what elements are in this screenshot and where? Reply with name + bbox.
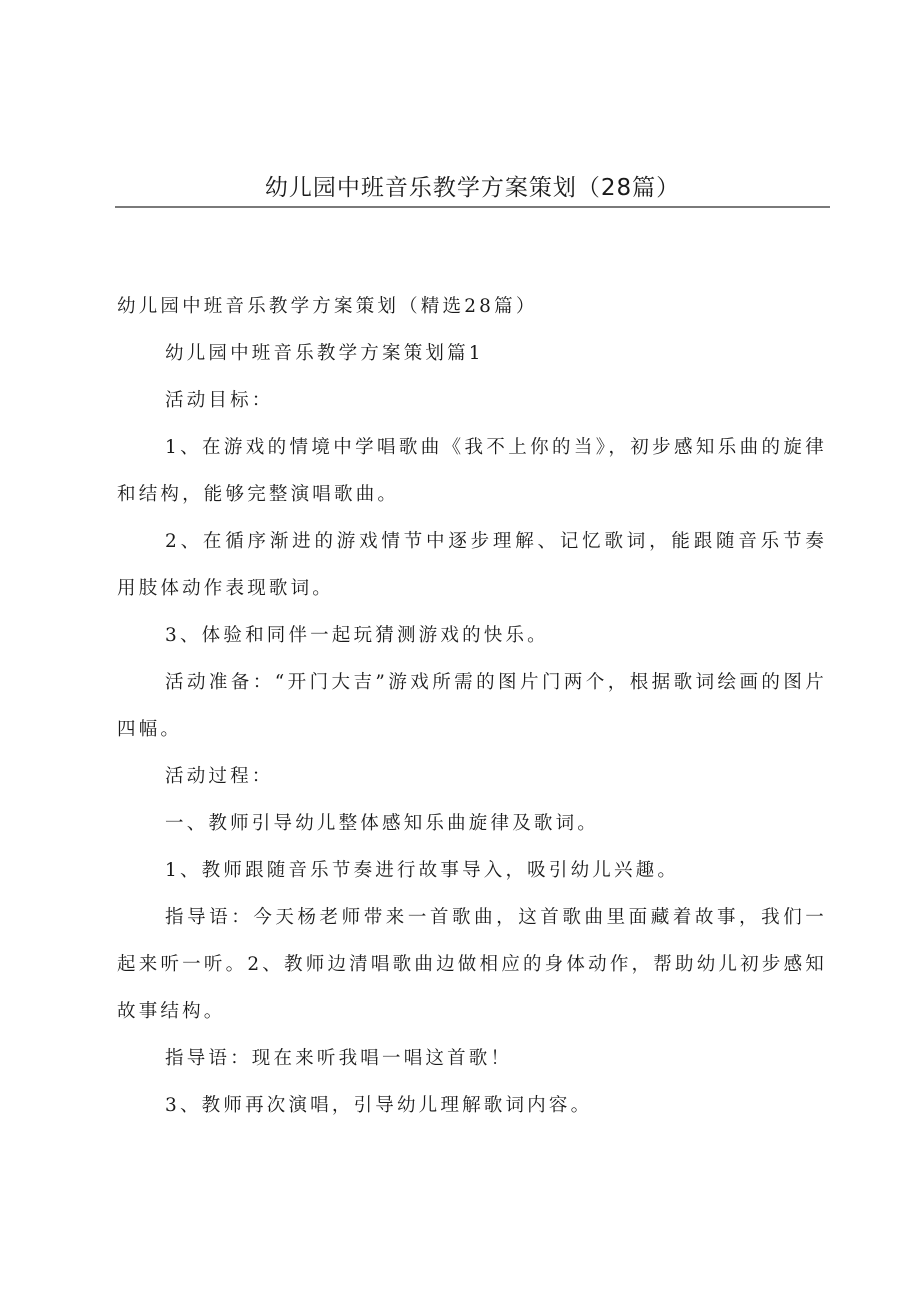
- paragraph-preparation: 活动准备：“开门大吉”游戏所需的图片门两个，根据歌词绘画的图片四幅。: [117, 672, 827, 740]
- paragraph-section-heading: 幼儿园中班音乐教学方案策划篇1: [165, 343, 484, 364]
- paragraph-step-1-1: 1、教师跟随音乐节奏进行故事导入，吸引幼儿兴趣。: [165, 860, 680, 881]
- paragraph-goals-label: 活动目标：: [165, 390, 274, 411]
- paragraph-step-1-3: 3、教师再次演唱，引导幼儿理解歌词内容。: [165, 1095, 593, 1116]
- document-body: [117, 283, 827, 1129]
- document-title: 幼儿园中班音乐教学方案策划（28篇）: [264, 175, 681, 201]
- paragraph-process-label: 活动过程：: [165, 766, 274, 787]
- paragraph-goal-1: 1、在游戏的情境中学唱歌曲《我不上你的当》，初步感知乐曲的旋律和结构，能够完整演唱歌曲。: [117, 437, 827, 505]
- paragraph-subtitle: 幼儿园中班音乐教学方案策划（精选28篇）: [117, 296, 538, 317]
- paragraph-goal-2: 2、在循序渐进的游戏情节中逐步理解、记忆歌词，能跟随音乐节奏用肢体动作表现歌词。: [117, 531, 827, 599]
- paragraph-goal-3: 3、体验和同伴一起玩猜测游戏的快乐。: [165, 625, 549, 646]
- paragraph-guidance-1: 指导语：今天杨老师带来一首歌曲，这首歌曲里面藏着故事，我们一起来听一听。2、教师边清唱歌曲边做相应的身体动作，帮助幼儿初步感知故事结构。: [117, 907, 827, 1022]
- title-divider: [115, 206, 830, 208]
- paragraph-guidance-2: 指导语：现在来听我唱一唱这首歌！: [165, 1048, 513, 1069]
- paragraph-step-1: 一、教师引导幼儿整体感知乐曲旋律及歌词。: [165, 813, 600, 834]
